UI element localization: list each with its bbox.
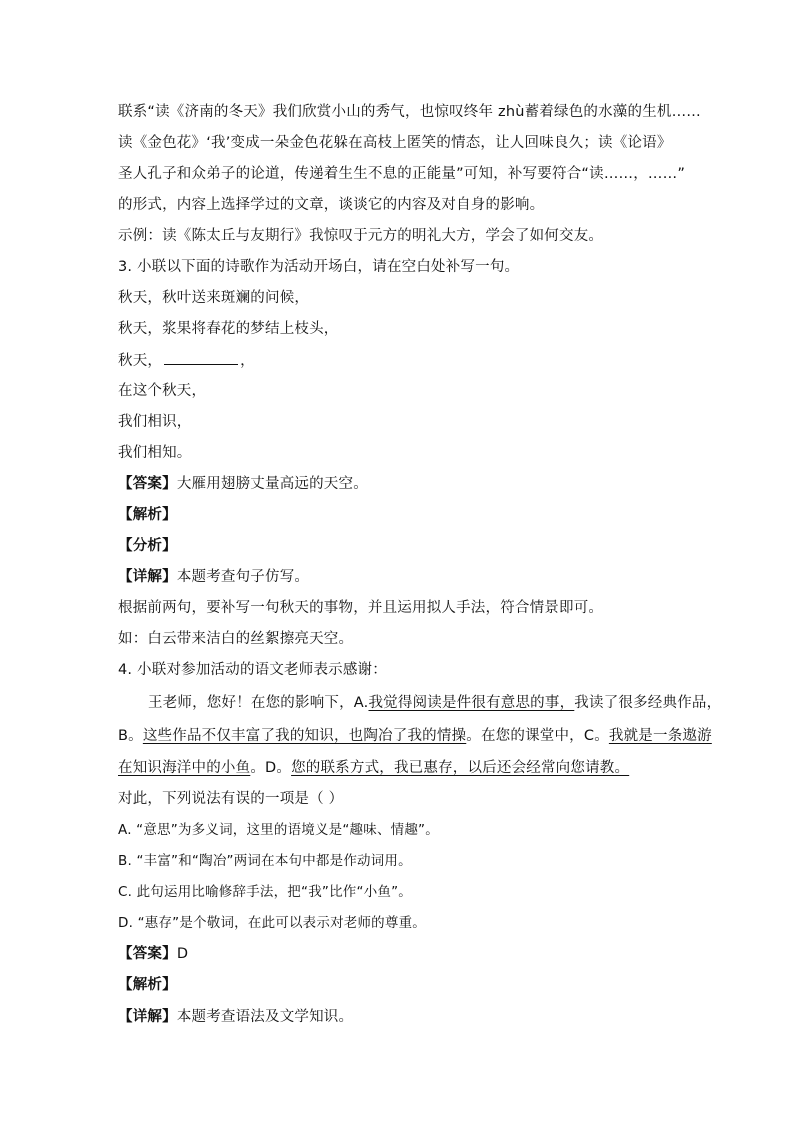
poem-line-5: 我们相识， [118, 414, 192, 430]
q4-detail-text: 本题考查语法及文学知识。 [176, 1009, 354, 1025]
letter-p3-b: 。D。 [250, 760, 292, 776]
poem-line-3 [118, 350, 255, 371]
letter-p2-b: 。在您的课堂中，C。 [466, 728, 609, 744]
letter-p2-a: B。 [118, 728, 143, 744]
poem-line-3-prefix: 秋天， [118, 353, 163, 369]
poem-line-1: 秋天，秋叶送来斑斓的问候， [118, 290, 310, 306]
fill-in-blank [164, 350, 238, 365]
answer-text: 大雁用翅膀丈量高远的天空。 [176, 476, 368, 492]
poem-line-3-suffix: ， [240, 353, 255, 369]
q4-question: 4. 小联对参加活动的语文老师表示感谢： [118, 662, 387, 678]
intro-example: 示例：读《陈太丘与友期行》我惊叹于元方的明礼大方，学会了如何交友。 [118, 228, 604, 244]
q4-analysis-label: 【解析】 [118, 977, 177, 993]
q3-question: 3. 小联以下面的诗歌作为活动开场白，请在空白处补写一句。 [118, 259, 520, 275]
intro-line-3: 圣人孔子和众弟子的论道，传递着生生不息的正能量”可知，补写要符合“读……，……” [118, 166, 686, 182]
poem-line-2: 秋天，浆果将春花的梦结上枝头， [118, 321, 339, 337]
answer-label: 【答案】 [118, 476, 177, 492]
q4-detail [118, 1007, 353, 1027]
q4-detail-label: 【详解】 [118, 1009, 177, 1025]
q3-fenxi-label: 【分析】 [118, 538, 177, 554]
q3-detail [118, 567, 309, 587]
poem-line-6: 我们相知。 [118, 445, 192, 461]
q4-answer-text: D [176, 946, 189, 962]
q4-prompt: 对此，下列说法有误的一项是（ ） [118, 791, 344, 807]
option-c: C. 此句运用比喻修辞手法，把“我”比作“小鱼”。 [118, 884, 412, 900]
letter-p1-a: 王老师，您好！在您的影响下，A. [148, 695, 369, 711]
detail-text: 本题考查句子仿写。 [176, 569, 310, 585]
letter-line-2 [118, 726, 712, 746]
letter-p2-underlined: 这些作品不仅丰富了我的知识，也陶冶了我的情操 [142, 728, 467, 744]
detail-label: 【详解】 [118, 569, 177, 585]
option-a: A. “意思”为多义词，这里的语境义是“趣味、情趣”。 [118, 822, 439, 838]
poem-line-4: 在这个秋天， [118, 383, 207, 399]
q4-answer [118, 944, 188, 964]
letter-p1-underlined: 我觉得阅读是件很有意思的事， [368, 695, 575, 711]
q3-analysis-label: 【解析】 [118, 507, 177, 523]
letter-p1-b: 我读了很多经典作品， [574, 695, 722, 711]
letter-line-3 [118, 758, 629, 778]
letter-p2-underlined-2: 我就是一条遨游 [608, 728, 712, 744]
q3-explain-2: 如：白云带来洁白的丝絮擦亮天空。 [118, 631, 354, 647]
intro-line-4: 的形式，内容上选择学过的文章，谈谈它的内容及对自身的影响。 [118, 197, 545, 213]
letter-line-1 [148, 693, 721, 713]
option-b: B. “丰富”和“陶冶”两词在本句中都是作动词用。 [118, 853, 412, 869]
intro-line-1: 联系“读《济南的冬天》我们欣赏小山的秀气，也惊叹终年 zhù蓄着绿色的水藻的生机…… [118, 104, 702, 120]
letter-p3-underlined: 在知识海洋中的小鱼 [118, 760, 251, 776]
q3-answer [118, 474, 368, 494]
option-d: D. “惠存”是个敬词，在此可以表示对老师的尊重。 [118, 915, 426, 931]
q4-answer-label: 【答案】 [118, 946, 177, 962]
letter-p3-underlined-2: 您的联系方式，我已惠存，以后还会经常向您请教。 [291, 760, 630, 776]
q3-explain-1: 根据前两句，要补写一句秋天的事物，并且运用拟人手法，符合情景即可。 [118, 600, 604, 616]
intro-line-2: 读《金色花》‘我’变成一朵金色花躲在高枝上匿笑的情态，让人回味良久；读《论语》 [118, 135, 672, 151]
